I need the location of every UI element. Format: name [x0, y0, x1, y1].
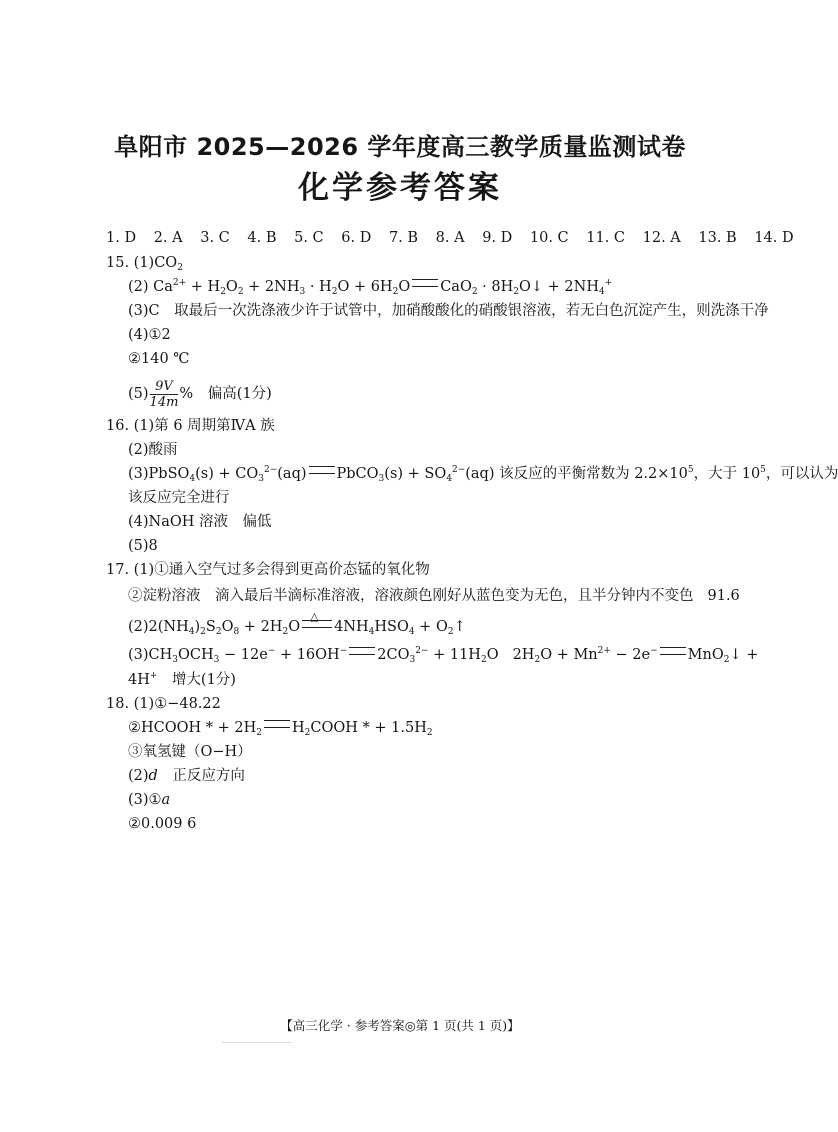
q16-line-4: 该反应完全进行 [128, 490, 230, 506]
q16-line-1: 16. (1)第 6 周期第ⅣA 族 [106, 418, 275, 434]
page-subtitle: 化学参考答案 [298, 170, 502, 206]
mc-answer: 11. C [586, 230, 626, 246]
mc-answer: 9. D [482, 230, 513, 246]
equals-sign [309, 466, 335, 474]
q15-line-2: (2) $Ca^{2+} + H_2O_2 + 2NH_3 \cdot H_2O + 6H_2O$ $CaO_2 \cdot 8H_2O↓ + 2NH_4^+$ [128, 278, 613, 297]
q15-line-1: 15. $(1)CO_2$ [106, 255, 183, 273]
q17-line-2: ②淀粉溶液 滴入最后半滴标准溶液，溶液颜色刚好从蓝色变为无色，且半分钟内不变色 91.6 [128, 588, 740, 604]
page-footer: 【高三化学 · 参考答案◎第 1 页(共 1 页)】 [280, 1018, 520, 1033]
equals-sign [412, 279, 438, 287]
q18-line-3: ③氧氢键（O−H） [128, 744, 252, 760]
q17-line-5: 4H+ 增大(1分) [128, 671, 236, 688]
heat-equals-sign: △ [302, 620, 332, 628]
page-title: 阜阳市 2025—2026 学年度高三教学质量监测试卷 [114, 133, 686, 161]
equals-sign [264, 720, 290, 728]
q16-line-6: (5)8 [128, 538, 158, 554]
mc-answer: 12. A [642, 230, 681, 246]
q16-line-2: (2)酸雨 [128, 442, 178, 458]
mc-answer: 1. D [106, 230, 137, 246]
q16-line-3: (3)PbSO$_4$(s) + $CO_3^{2-}(aq)$ PbCO$_3$(s) + $SO_4^{2-}(aq)$ 该反应的平衡常数为 $2.2\times 10^5$，大于 $10^5$，可以认为 [128, 465, 838, 484]
mc-answer: 6. D [341, 230, 372, 246]
scan-artifact-line [222, 1042, 292, 1043]
q15-line-4: (4)①2 [128, 327, 171, 343]
q18-line-5: (3)①a [128, 792, 171, 808]
equals-sign [349, 647, 375, 655]
equals-sign [660, 647, 686, 655]
q15-line-6: (5) $\frac{9V}{14m}$ % 偏高(1分) [128, 378, 272, 410]
mc-answer: 7. B [388, 230, 419, 246]
q17-line-4: $(3)CH_3OCH_3 - 12e^- + 16OH^-$ $2CO_3^{2-} + 11H_2O$ $2H_2O + Mn^{2+} - 2e^-$ MnO$_2$↓ + [128, 646, 759, 665]
mc-answer: 13. B [698, 230, 737, 246]
mc-answer: 3. C [200, 230, 230, 246]
q17-line-1: 17. (1)①通入空气过多会得到更高价态锰的氧化物 [106, 562, 430, 578]
mc-answer: 14. D [754, 230, 794, 246]
mc-answer: 5. C [294, 230, 324, 246]
q17-line-3: $(2)2(NH_4)_2S_2O_8 + 2H_2O$ △ $4NH_4HSO_4$ + $O_2↑$ [128, 610, 466, 637]
mc-answers [106, 228, 807, 248]
q18-line-6: ②0.009 6 [128, 816, 197, 832]
q18-line-2: ②HCOOH * + $2H_2$ $H_2COOH$ * + $1.5H_2$ [128, 720, 433, 738]
mc-answer: 10. C [529, 230, 569, 246]
mc-answer: 2. A [153, 230, 183, 246]
q18-line-1: 18. (1)①−48.22 [106, 696, 221, 712]
q15-line-3: (3)C 取最后一次洗涤液少许于试管中，加硝酸酸化的硝酸银溶液，若无白色沉淀产生，则洗涤干净 [128, 303, 769, 319]
q15-line-5: ②140 ℃ [128, 351, 190, 367]
q16-line-5: (4)NaOH 溶液 偏低 [128, 514, 272, 530]
mc-answer: 8. A [435, 230, 465, 246]
fraction: $\frac{9V}{14m}$ [149, 378, 179, 410]
q18-line-4: (2)d 正反应方向 [128, 768, 245, 784]
mc-answer: 4. B [247, 230, 277, 246]
